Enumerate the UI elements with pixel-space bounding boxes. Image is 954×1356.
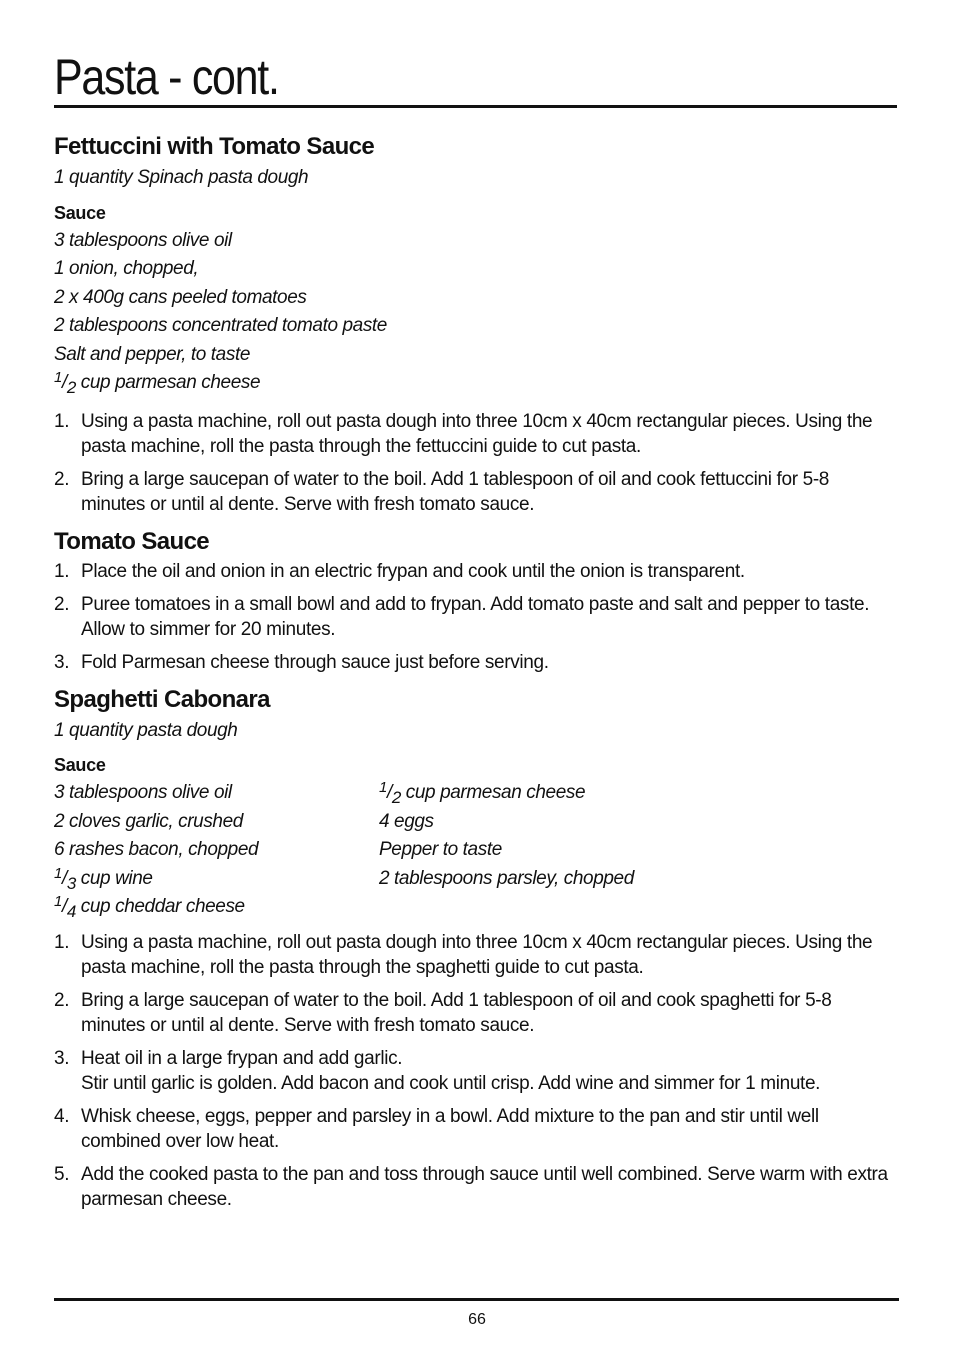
method-step: 1. Using a pasta machine, roll out pasta dough into three 10cm x 40cm rectangular pieces. Using the pasta machine, roll the pasta through the spaghetti guide to cut pasta. bbox=[54, 931, 873, 978]
ingredient-fraction: $^1/_2$ cup parmesan cheese bbox=[54, 369, 261, 397]
recipe-title: Spaghetti Cabonara bbox=[54, 685, 270, 713]
recipe-intro: 1 quantity pasta dough bbox=[54, 719, 238, 741]
fraction-denominator: 3 bbox=[66, 873, 76, 893]
sauce-heading: Sauce bbox=[54, 755, 106, 775]
ingredient-fraction: $^1/_4$ cup cheddar cheese bbox=[54, 893, 245, 921]
fraction-denominator: 4 bbox=[66, 902, 76, 921]
ingredient: 2 x 400g cans peeled tomatoes bbox=[54, 286, 307, 308]
fraction-denominator: 2 bbox=[66, 378, 76, 397]
ingredient-fraction: $^1/_3$ cup wine bbox=[54, 864, 153, 893]
recipe-tomato-sauce bbox=[54, 525, 894, 675]
recipe-intro: 1 quantity Spinach pasta dough bbox=[54, 167, 309, 188]
method-steps bbox=[54, 930, 894, 1212]
method-step: 5. Add the cooked pasta to the pan and toss through sauce until well combined. Serve warm with extra parmesan cheese. bbox=[54, 1163, 888, 1210]
ingredient: 3 tablespoons olive oil bbox=[54, 782, 232, 803]
page-title: Pasta - cont. bbox=[54, 49, 279, 105]
ingredient: 4 eggs bbox=[379, 810, 434, 832]
ingredient: 1 onion, chopped, bbox=[54, 258, 199, 279]
page-number: 66 bbox=[468, 1311, 486, 1328]
title-divider bbox=[54, 105, 897, 108]
method-step: 2. Bring a large saucepan of water to the boil. Add 1 tablespoon of oil and cook spaghetti for 5-8 minutes or until al dente. Serve with fresh tomato sauce. bbox=[54, 989, 832, 1036]
method-step: 1. Place the oil and onion in an electric frypan and cook until the onion is transparent. bbox=[54, 560, 745, 582]
ingredient: 2 tablespoons concentrated tomato paste bbox=[54, 315, 387, 336]
ingredient: 6 rashes bacon, chopped bbox=[54, 839, 259, 860]
recipe-spaghetti-cabonara bbox=[54, 683, 894, 1212]
ingredient-text: cup cheddar cheese bbox=[75, 896, 245, 917]
method-step: 3. Fold Parmesan cheese through sauce just before serving. bbox=[54, 651, 549, 673]
ingredient-columns bbox=[54, 779, 894, 922]
recipe-title: Tomato Sauce bbox=[54, 527, 210, 555]
ingredient-text: cup parmesan cheese bbox=[75, 372, 261, 393]
method-step: 2. Puree tomatoes in a small bowl and add to frypan. Add tomato paste and salt and pepper to taste. Allow to simmer for 20 minutes. bbox=[54, 593, 870, 640]
method-steps bbox=[54, 559, 894, 675]
recipe-fettuccini bbox=[54, 130, 894, 517]
ingredient-column-left bbox=[54, 779, 379, 922]
fraction-numerator: 1 bbox=[54, 893, 62, 910]
ingredient-fraction: $^1/_2$ cup parmesan cheese bbox=[379, 779, 586, 807]
ingredient: Salt and pepper, to taste bbox=[54, 343, 250, 365]
method-step: 4. Whisk cheese, eggs, pepper and parsley in a bowl. Add mixture to the pan and stir until well combined over low heat. bbox=[54, 1105, 819, 1152]
ingredient: Pepper to taste bbox=[379, 839, 502, 860]
fraction-numerator: 1 bbox=[54, 864, 62, 882]
ingredient-column-right bbox=[379, 779, 704, 922]
sauce-heading: Sauce bbox=[54, 202, 106, 223]
fraction-numerator: 1 bbox=[54, 369, 62, 386]
method-step: 2. Bring a large saucepan of water to the boil. Add 1 tablespoon of oil and cook fettuccini for 5-8 minutes or until al dente. Serve with fresh tomato sauce. bbox=[54, 468, 830, 515]
fraction-denominator: 2 bbox=[391, 788, 401, 807]
method-step: 1. Using a pasta machine, roll out pasta dough into three 10cm x 40cm rectangular pieces. Using the pasta machine, roll the pasta through the fettuccini guide to cut pasta. bbox=[54, 410, 873, 457]
fraction-numerator: 1 bbox=[379, 779, 387, 796]
ingredient-text: cup parmesan cheese bbox=[400, 782, 586, 803]
ingredient: 2 cloves garlic, crushed bbox=[54, 810, 243, 832]
page-content bbox=[54, 130, 894, 1220]
method-steps bbox=[54, 409, 894, 517]
method-step: 3. Heat oil in a large frypan and add garlic. Stir until garlic is golden. Add bacon and cook until crisp. Add wine and simmer for 1 minute. bbox=[54, 1047, 821, 1094]
footer-divider bbox=[54, 1298, 899, 1301]
ingredient: 2 tablespoons parsley, chopped bbox=[379, 867, 634, 889]
recipe-title: Fettuccini with Tomato Sauce bbox=[54, 133, 375, 160]
ingredient: 3 tablespoons olive oil bbox=[54, 229, 232, 251]
ingredient-text: cup wine bbox=[75, 867, 153, 889]
